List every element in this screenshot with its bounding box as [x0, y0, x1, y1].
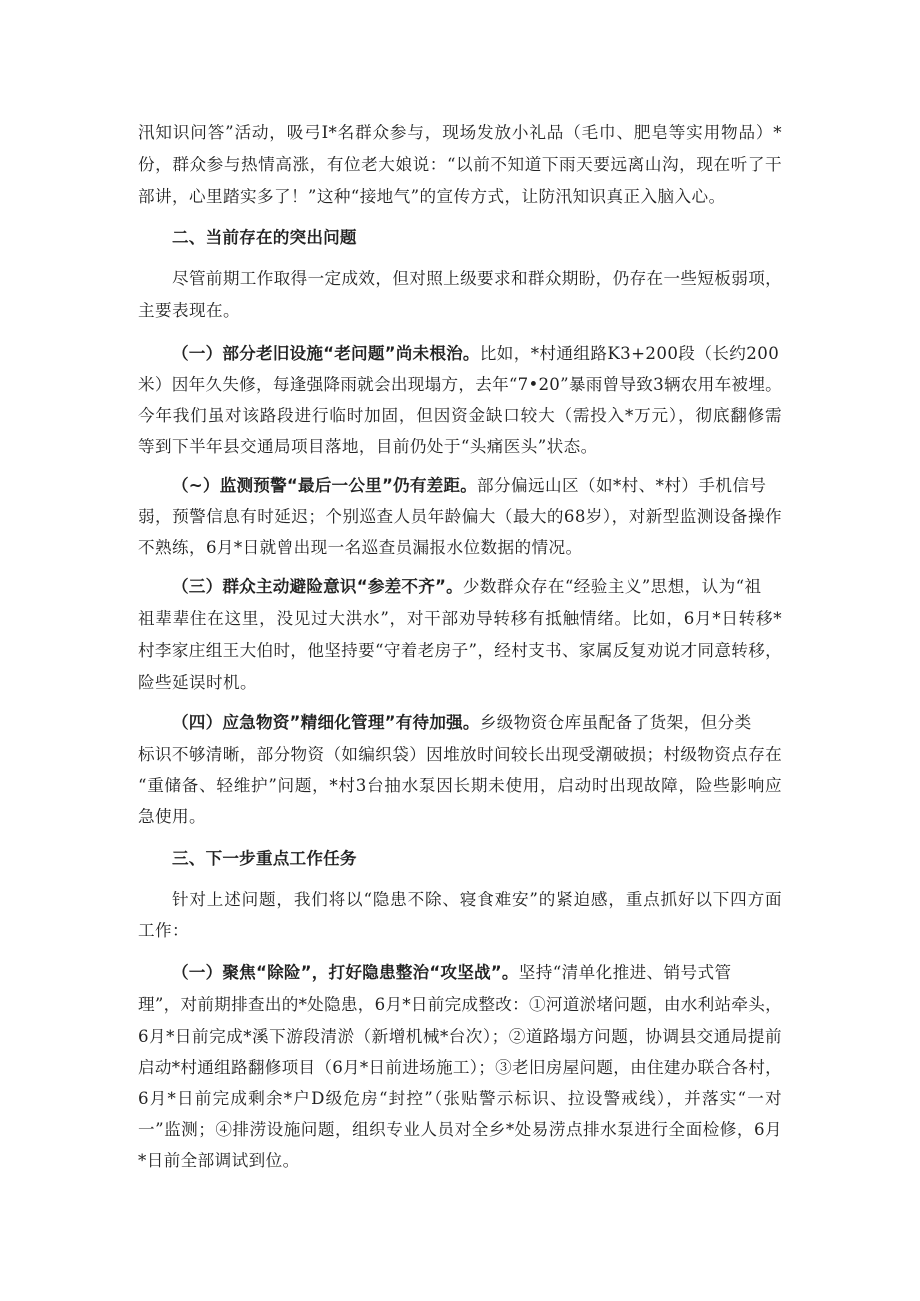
paragraph-line: 祖辈辈住在这里，没见过大洪水”，对干部劝导转移有抵触情绪。比如，6月*日转移*: [138, 609, 782, 628]
paragraph-line: 一”监测；④排涝设施问题，组织专业人员对全乡*处易涝点排水泵进行全面检修，6月: [138, 1120, 782, 1139]
paragraph-line: “重储备、轻维护”问题，*村3台抽水泵因长期未使用，启动时出现故障，险些影响应: [138, 776, 782, 795]
subsection-lead: （一）聚焦“除险”，打好隐患整治“攻坚战”。: [172, 963, 519, 982]
paragraph-first-line: [172, 344, 782, 364]
paragraph-line: 今年我们虽对该路段进行临时加固，但因资金缺口较大（需投入*万元），彻底翻修需: [138, 406, 782, 425]
paragraph-line: *日前全部调试到位。: [138, 1151, 300, 1170]
paragraph-line: 份，群众参与热情高涨，有位老大娘说：“以前不知道下雨天要远离山沟，现在听了干: [138, 155, 782, 174]
paragraph-line: 米）因年久失修，每逢强降雨就会出现塌方，去年“7•20”暴雨曾导致3辆农用车被埋。: [138, 375, 782, 394]
paragraph-line: 工作：: [138, 921, 189, 940]
paragraph-text: 少数群众存在“经验主义”思想，认为“祖: [462, 577, 762, 596]
paragraph-line: 等到下半年县交通局项目落地，目前仍处于“头痛医头”状态。: [138, 437, 598, 456]
paragraph-line: 针对上述问题，我们将以“隐患不除、寝食难安”的紧迫感，重点抓好以下四方面: [172, 890, 782, 909]
paragraph-line: 6月*日前完成剩余*户D级危房“封控”（张贴警示标识、拉设警戒线），并落实“一对: [138, 1089, 782, 1108]
subsection-lead: （~）监测预警“最后一公里”仍有差距。: [172, 476, 478, 495]
paragraph-line: 不熟练，6月*日就曾出现一名巡查员漏报水位数据的情况。: [138, 538, 583, 557]
subsection-lead: （一）部分老旧设施“老问题”尚未根治。: [172, 344, 480, 363]
paragraph-line: 主要表现在。: [138, 301, 240, 320]
section-heading: 三、下一步重点工作任务: [172, 849, 357, 868]
paragraph-line: 尽管前期工作取得一定成效，但对照上级要求和群众期盼，仍存在一些短板弱项，: [172, 269, 782, 288]
paragraph-line: 标识不够清晰，部分物资（如编织袋）因堆放时间较长出现受潮破损；村级物资点存在: [138, 745, 782, 764]
paragraph-first-line: [172, 476, 782, 496]
paragraph-line: 险些延误时机。: [138, 673, 257, 692]
paragraph-line: 理”，对前期排查出的*处隐患，6月*日前完成整改：①河道淤堵问题，由水利站牵头，: [138, 995, 782, 1014]
paragraph-line: 急使用。: [138, 807, 206, 826]
paragraph-text: 乡级物资仓库虽配备了货架，但分类: [479, 713, 752, 732]
paragraph-line: 弱，预警信息有时延迟；个别巡查人员年龄偏大（最大的68岁），对新型监测设备操作: [138, 507, 782, 526]
subsection-lead: （三）群众主动避险意识“参差不齐”。: [172, 577, 463, 596]
paragraph-first-line: [172, 963, 782, 983]
paragraph-first-line: [172, 577, 782, 597]
paragraph-line: 汛知识问答”活动，吸弓I*名群众参与，现场发放小礼品（毛巾、肥皂等实用物品）*: [138, 123, 782, 142]
paragraph-text: 坚持“清单化推进、销号式管: [518, 963, 732, 982]
paragraph-line: 部讲，心里踏实多了！”这种“接地气”的宣传方式，让防汛知识真正入脑入心。: [138, 187, 726, 206]
subsection-lead: （四）应急物资”精细化管理”有待加强。: [172, 713, 480, 732]
paragraph-line: 6月*日前完成*溪下游段清淤（新增机械*台次）；②道路塌方问题，协调县交通局提前: [138, 1027, 782, 1046]
paragraph-line: 启动*村通组路翻修项目（6月*日前进场施工）；③老旧房屋问题，由住建办联合各村，: [138, 1058, 782, 1077]
paragraph-first-line: [172, 713, 782, 733]
paragraph-text: 比如，*村通组路K3+200段（长约200: [479, 344, 780, 363]
section-heading: 二、当前存在的突出问题: [172, 228, 357, 247]
paragraph-text: 部分偏远山区（如*村、*村）手机信号: [477, 476, 767, 495]
paragraph-line: 村李家庄组王大伯时，他坚持要“守着老房子”，经村支书、家属反复劝说才同意转移，: [138, 641, 782, 660]
